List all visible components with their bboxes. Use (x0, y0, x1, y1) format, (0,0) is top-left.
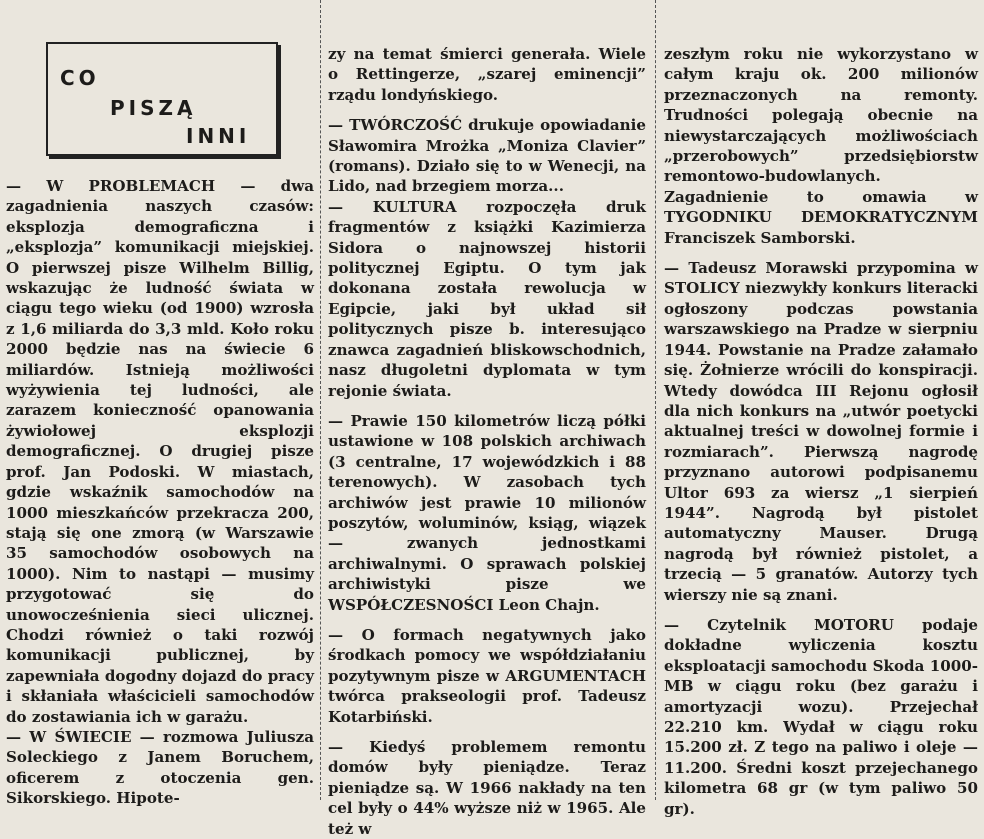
article-paragraph: — TWÓRCZOŚĆ drukuje opowiadanie Sławomira Mrożka „Moniza Clavier” (romans). Działo się to w Wenecji, na Lido, nad brzegiem morza... (328, 116, 646, 196)
heading-line-3: INNI (186, 124, 251, 148)
column-divider (655, 0, 656, 800)
article-paragraph: — Czytelnik MOTORU podaje dokładne wyliczenia kosztu eksploatacji samochodu Skoda 1000-MB w ciągu roku (bez garażu i amortyzacji wozu). Przejechał 22.210 km. Wydał w ciągu roku 15.200 zł. Z tego na paliwo i oleje — 11.200. Średni koszt przejechanego kilometra 68 gr (w tym paliwo 50 gr). (664, 615, 978, 818)
article-paragraph: — KULTURA rozpoczęła druk fragmentów z książki Kazimierza Sidora o najnowszej historii politycznej Egiptu. O tym jak dokonana została rewolucja w Egipcie, jaki był układ sił politycznych pisze b. interesująco znawca zagadnień bliskowschodnich, nasz długoletni dyplomata w tym rejonie świata. (328, 197, 646, 400)
column-1 (0, 0, 318, 808)
article-paragraph: zy na temat śmierci generała. Wiele o Rettingerze, „szarej eminencji” rządu londyńskiego. (328, 45, 646, 104)
column-2 (322, 0, 650, 838)
column-divider (320, 0, 321, 800)
heading-line-1: CO (60, 66, 100, 90)
column-3 (658, 0, 984, 818)
article-paragraph: — Kiedyś problemem remontu domów były pieniądze. Teraz pieniądze są. W 1966 nakłady na ten cel były o 44% wyższe niż w 1965. Ale też w (328, 738, 646, 838)
article-paragraph: — O formach negatywnych jako środkach pomocy we współdziałaniu pozytywnym pisze w ARGUMENTACH twórca prakseologii prof. Tadeusz Kotarbiński. (328, 625, 646, 726)
article-paragraph: — Tadeusz Morawski przypomina w STOLICY niezwykły konkurs literacki ogłoszony podczas powstania warszawskiego na Pradze w sierpniu 1944. Powstanie na Pradze załamało się. Żołnierze wrócili do konspiracji. Wtedy dowódca III Rejonu ogłosił dla nich konkurs na „utwór poetycki aktualnej treści w dowolnej formie i rozmiarach”. Pierwszą nagrodę przyznano autorowi podpisanemu Ultor 693 za wiersz „1 sierpień 1944”. Nagrodą był pistolet automatyczny Mauser. Drugą nagrodą był również pistolet, a trzecią — 5 granatów. Autorzy tych wierszy nie są znani. (664, 259, 978, 604)
section-heading-box (46, 42, 278, 156)
article-paragraph: — W PROBLEMACH — dwa zagadnienia naszych czasów: eksplozja demograficzna i „eksplozja” komunikacji miejskiej. O pierwszej pisze Wilhelm Billig, wskazując że ludność świata w ciągu tego wieku (od 1900) wzrosła z 1,6 miliarda do 3,3 mld. Koło roku 2000 będzie nas na świecie 6 miliardów. Istnieją możliwości wyżywienia tej ludności, ale zarazem konieczność opanowania żywiołowej eksplozji demograficznej. O drugiej pisze prof. Jan Podoski. W miastach, gdzie wskaźnik samochodów na 1000 mieszkańców przekracza 200, stają się one zmorą (w Warszawie 35 samochodów osobowych na 1000). Nim to nastąpi — musimy przygotować się do unowocześnienia sieci ulicznej. Chodzi również o taki rozwój komunikacji publicznej, by zapewniała dogodny dojazd do pracy i skłaniała właścicieli samochodów do zostawiania ich w garażu. (6, 177, 314, 726)
heading-line-2: PISZĄ (110, 96, 197, 120)
article-paragraph: zeszłym roku nie wykorzystano w całym kraju ok. 200 milionów przeznaczonych na remonty. Trudności polegają obecnie na niewystarczających możliwościach „przerobowych” przedsiębiorstw remontowo-budowlanych. Zagadnienie to omawia w TYGODNIKU DEMOKRATYCZNYM Franciszek Samborski. (664, 45, 978, 247)
article-paragraph: — Prawie 150 kilometrów liczą półki ustawione w 108 polskich archiwach (3 centralne, 17 wojewódzkich i 88 terenowych). W zasobach tych archiwów jest prawie 10 milionów poszytów, woluminów, ksiąg, wiązek — zwanych jednostkami archiwalnymi. O sprawach polskiej archiwistyki pisze we WSPÓŁCZESNOŚCI Leon Chajn. (328, 411, 646, 614)
article-paragraph: — W ŚWIECIE — rozmowa Juliusza Soleckiego z Janem Boruchem, oficerem z otoczenia gen. Sikorskiego. Hipote- (6, 727, 314, 808)
